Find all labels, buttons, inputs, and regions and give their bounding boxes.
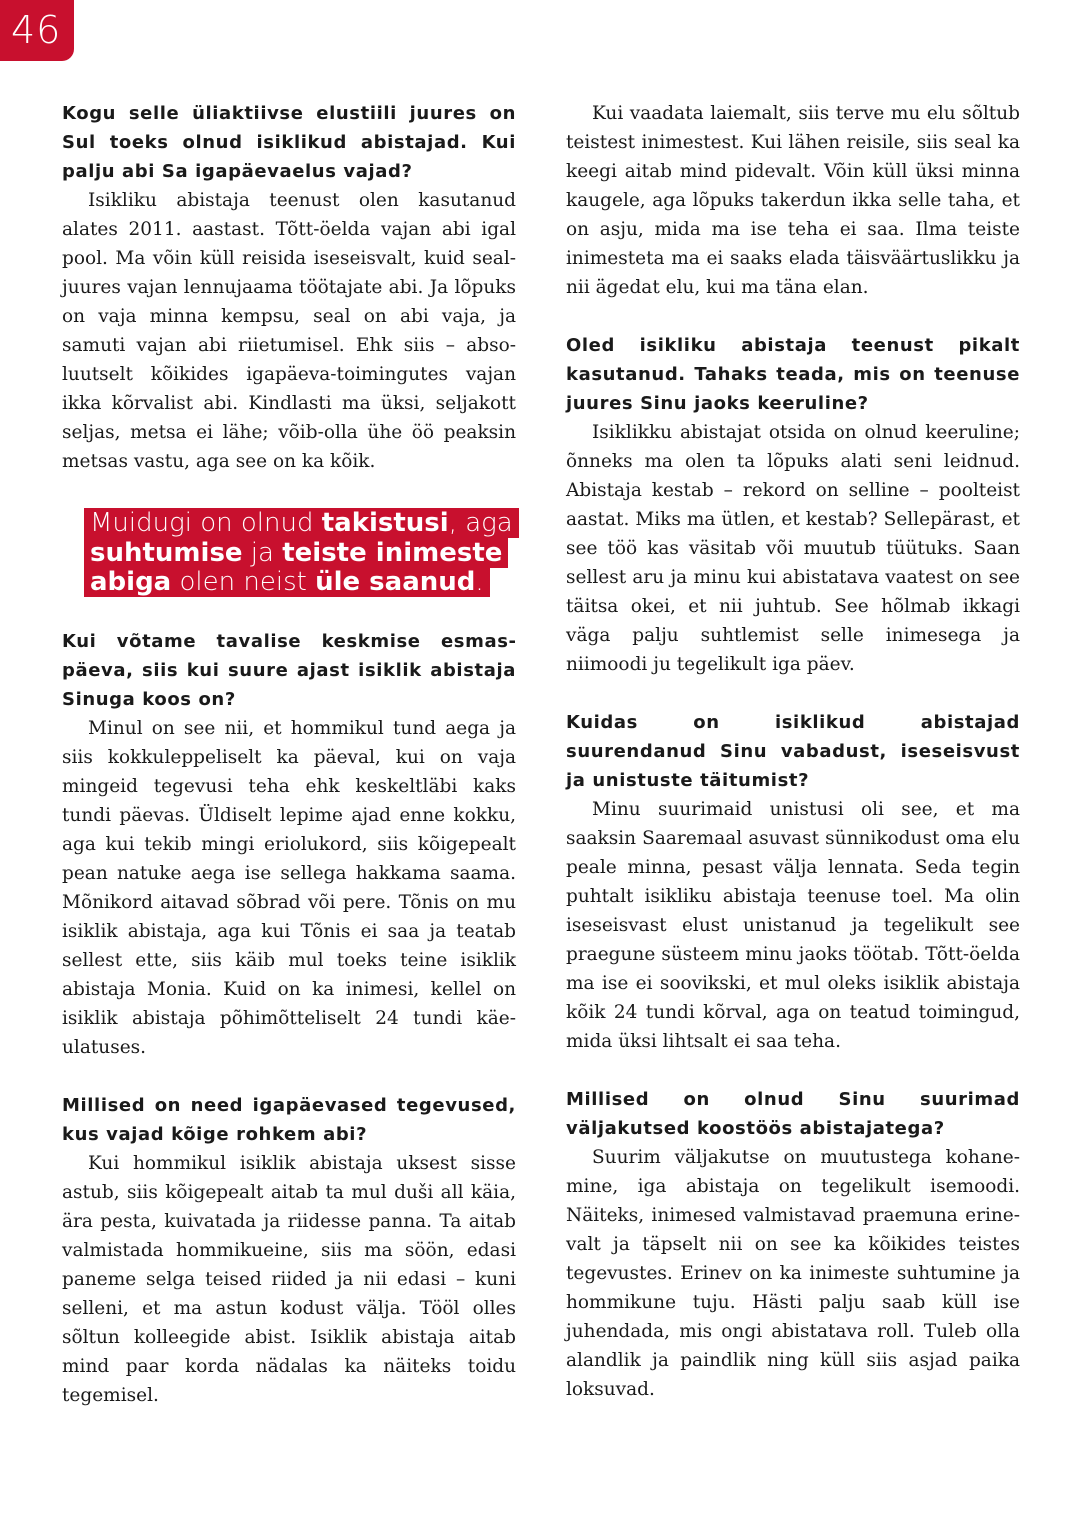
question-heading: Millised on olnud Sinu suurimad väljakutsed koostöös abistajatega? (566, 1089, 1020, 1139)
answer-paragraph: Suurim väljakutse on muutustega kohanemine, iga abistaja on tegelikult isemoodi. Näiteks, inimesed valmistavad praemuna erinevalt ja täpselt nii on see ka kõikides teistes tegevustes. Erinev on ka inimeste suhtumine ja hommikune tuju. Hästi palju saab küll ise juhendada, mis ongi abistatava roll. Tuleb olla alandlik ja paindlik ning küll siis asjad paika loksuvad. (566, 1147, 1020, 1400)
pull-quote-emphasis: suhtumise (90, 537, 243, 568)
question-heading: Kuidas on isiklikud abistajad suurendanud Sinu vabadust, iseseisvust ja unistuste täitumist? (566, 712, 1020, 791)
pull-quote-emphasis: üle saanud (315, 567, 476, 597)
answer-paragraph: Kui vaadata laiemalt, siis terve mu elu sõltub teistest inimestest. Kui lähen reisile, siis seal ka keegi aitab mind pidevalt. Võin küll üksi minna kaugele, aga lõpuks takerdun ikka selle taha, et on asju, mida ma ise teha ei saa. Ilma teiste inimesteta ma ei saaks elada täisväärtuslikku ja nii ägedat elu, kui ma täna elan. (566, 103, 1020, 298)
pull-quote-text: , aga (448, 508, 513, 538)
answer-paragraph: Minu suurimaid unistusi oli see, et ma saaksin Saaremaal asuvast sünnikodust oma elu peale minna, pesast välja lennata. Seda tegin puhtalt isikliku abistaja teenuse toel. Ma olin iseseisvast elust unistanud ja tegelikult see praegune süsteem minu jaoks töötab. Tõtt-öelda ma ise ei soovikski, et mul oleks isiklik abistaja kõik 24 tundi kõrval, aga on teatud toimingud, mida üksi lihtsalt ei saa teha. (566, 799, 1020, 1052)
pull-quote-emphasis: teiste inimeste abiga (90, 537, 503, 597)
answer-paragraph: Kui hommikul isiklik abistaja uksest sisse astub, siis kõigepealt aitab ta mul duši all käia, ära pesta, kuivatada ja riidesse panna. Ta aitab valmistada hommikueine, siis ma söön, edasi paneme selga teised riided ja nii edasi – kuni selleni, et ma astun kodust välja. Tööl olles sõltun kolleegide abist. Isiklik abistaja aitab mind paar korda nädalas ka näiteks toidu tegemisel. (62, 1152, 516, 1406)
question-heading: Oled isikliku abistaja teenust pikalt kasutanud. Tahaks teada, mis on teenuse juures Sinu jaoks keeruline? (566, 335, 1020, 414)
answer-paragraph: Isiklikku abistajat otsida on olnud keeruline; õnneks ma olen ta lõpuks alati seni leidnud. Abistaja kestab – rekord on selline – poolteist aastat. Miks ma ütlen, et kestab? Sellepärast, et see töö kas väsitab või muutub tüütuks. Saan sellest aru ja minu kui abistatava vaatest on see täitsa okei, et nii juhtub. See hõlmab ikkagi väga palju suhtlemist selle inimesega ja niimoodi ju tegelikult iga päev. (566, 422, 1020, 675)
question-heading: Kogu selle üliaktiivse elustiili juures on Sul toeks olnud isiklikud abistajad. Kui palju abi Sa igapäevaelus vajad? (62, 103, 516, 182)
pull-quote-text: Muidugi on olnud (90, 508, 322, 538)
right-column (566, 99, 1020, 1404)
left-column (62, 99, 516, 1410)
pull-quote (62, 509, 516, 598)
pull-quote-emphasis: takistusi (321, 508, 449, 538)
page-number: 46 (0, 0, 74, 61)
pull-quote-text: ja (242, 537, 283, 568)
answer-paragraph: Isikliku abistaja teenust olen kasutanud alates 2011. aastast. Tõtt-öelda vajan abi igal pool. Ma võin küll reisida iseseisvalt, kuid sealjuures vajan lennujaama töötajate abi. Ja lõpuks on vaja minna kempsu, seal on abi vaja, ja samuti vajan abi riietumisel. Ehk siis – absoluutselt kõikides igapäeva-toimingutes vajan ikka kõrvalist abi. Kindlasti ma üksi, seljakott seljas, metsa ei lähe; võib-olla ühe öö peaksin metsas vastu, aga see on ka kõik. (62, 190, 516, 472)
question-heading: Kui võtame tavalise keskmise esmaspäeva, siis kui suure ajast isiklik abistaja Sinuga koos on? (62, 630, 516, 710)
pull-quote-text: olen neist (171, 567, 316, 597)
answer-paragraph: Minul on see nii, et hommikul tund aega ja siis kokkuleppeliselt ka päeval, kui on vaja mingeid tegevusi teha ehk keskeltläbi kaks tundi päevas. Üldiselt lepime ajad enne kokku, aga kui tekib mingi eriolukord, siis kõigepealt pean natuke aega ise sellega hakkama saama. Mõnikord aitavad sõbrad või pere. Tõnis on mu isiklik abistaja, aga kui Tõnis ei saa ja teatab sellest ette, siis käib mul toeks teine isiklik abistaja Monia. Kuid on ka inimesi, kellel on isiklik abistaja põhimõtteliselt 24 tundi käeulatuses. (62, 717, 516, 1058)
question-heading: Millised on need igapäevased tegevused, kus vajad kõige rohkem abi? (62, 1094, 516, 1145)
pull-quote-text: . (475, 567, 484, 597)
